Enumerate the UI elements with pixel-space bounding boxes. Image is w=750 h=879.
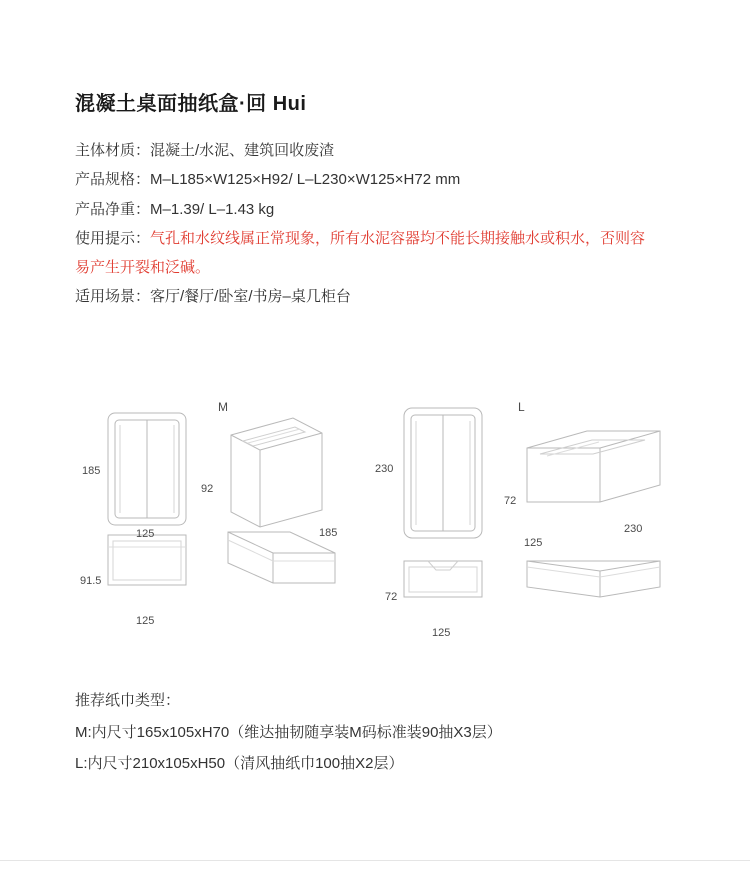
- dim-m-iso-width: 185: [319, 527, 338, 539]
- spec-label-material: 主体材质：: [75, 142, 151, 159]
- dim-l-iso-height: 72: [504, 495, 517, 507]
- recommended-tissue-m: M:内尺寸165x105xH70（维达抽韧随享装M码标准装90抽X3层）: [75, 723, 502, 741]
- dim-m-front-height: 185: [82, 465, 101, 477]
- dim-l-front-width: 125: [524, 537, 543, 549]
- dimension-drawings: [0, 375, 750, 665]
- dim-l-iso-width: 230: [624, 523, 643, 535]
- spec-row-material: [75, 136, 675, 165]
- spec-row-weight: [75, 195, 675, 224]
- spec-row-usage-note: [75, 224, 655, 283]
- spec-row-dimensions: [75, 165, 675, 194]
- dim-l-base-width: 125: [432, 627, 451, 639]
- page-title: 混凝土桌面抽纸盒·回 Hui: [75, 93, 307, 115]
- dimension-diagram: [0, 375, 750, 665]
- dim-l-base-height: 72: [385, 591, 398, 603]
- spec-label-weight: 产品净重：: [75, 200, 151, 218]
- spec-value-material: 混凝土/水泥、建筑回收废渣: [150, 142, 335, 159]
- spec-row-scene: [75, 282, 675, 311]
- spec-value-scene: 客厅/餐厅/卧室/书房–桌几柜台: [150, 288, 351, 306]
- dim-m-iso-height: 92: [201, 483, 214, 495]
- product-info-block: [75, 90, 675, 312]
- bottom-divider: [0, 860, 750, 861]
- dim-m-base-height: 91.5: [80, 575, 102, 587]
- spec-value-usage-note: 气孔和水纹线属正常现象，所有水泥容器均不能长期接触水或积水，否则容易产生开裂和泛碱。: [75, 229, 646, 276]
- size-label-m: M: [218, 400, 228, 414]
- size-label-l: L: [518, 400, 525, 414]
- dim-m-base-width: 125: [136, 615, 155, 627]
- recommended-tissue-block: [75, 685, 695, 780]
- spec-label-scene: 适用场景：: [75, 288, 151, 306]
- dim-m-front-width: 125: [136, 528, 155, 540]
- spec-value-dimensions: M–L185×W125×H92/ L–L230×W125×H72 mm: [150, 171, 461, 189]
- dim-l-front-height: 230: [375, 463, 394, 475]
- spec-value-weight: M–1.39/ L–1.43 kg: [150, 200, 275, 218]
- spec-label-dimensions: 产品规格：: [75, 171, 151, 189]
- recommended-tissue-l: L:内尺寸210x105xH50（清风抽纸巾100抽X2层）: [75, 755, 404, 772]
- spec-label-usage-note: 使用提示：: [75, 229, 151, 247]
- recommended-tissue-title: 推荐纸巾类型：: [75, 692, 181, 709]
